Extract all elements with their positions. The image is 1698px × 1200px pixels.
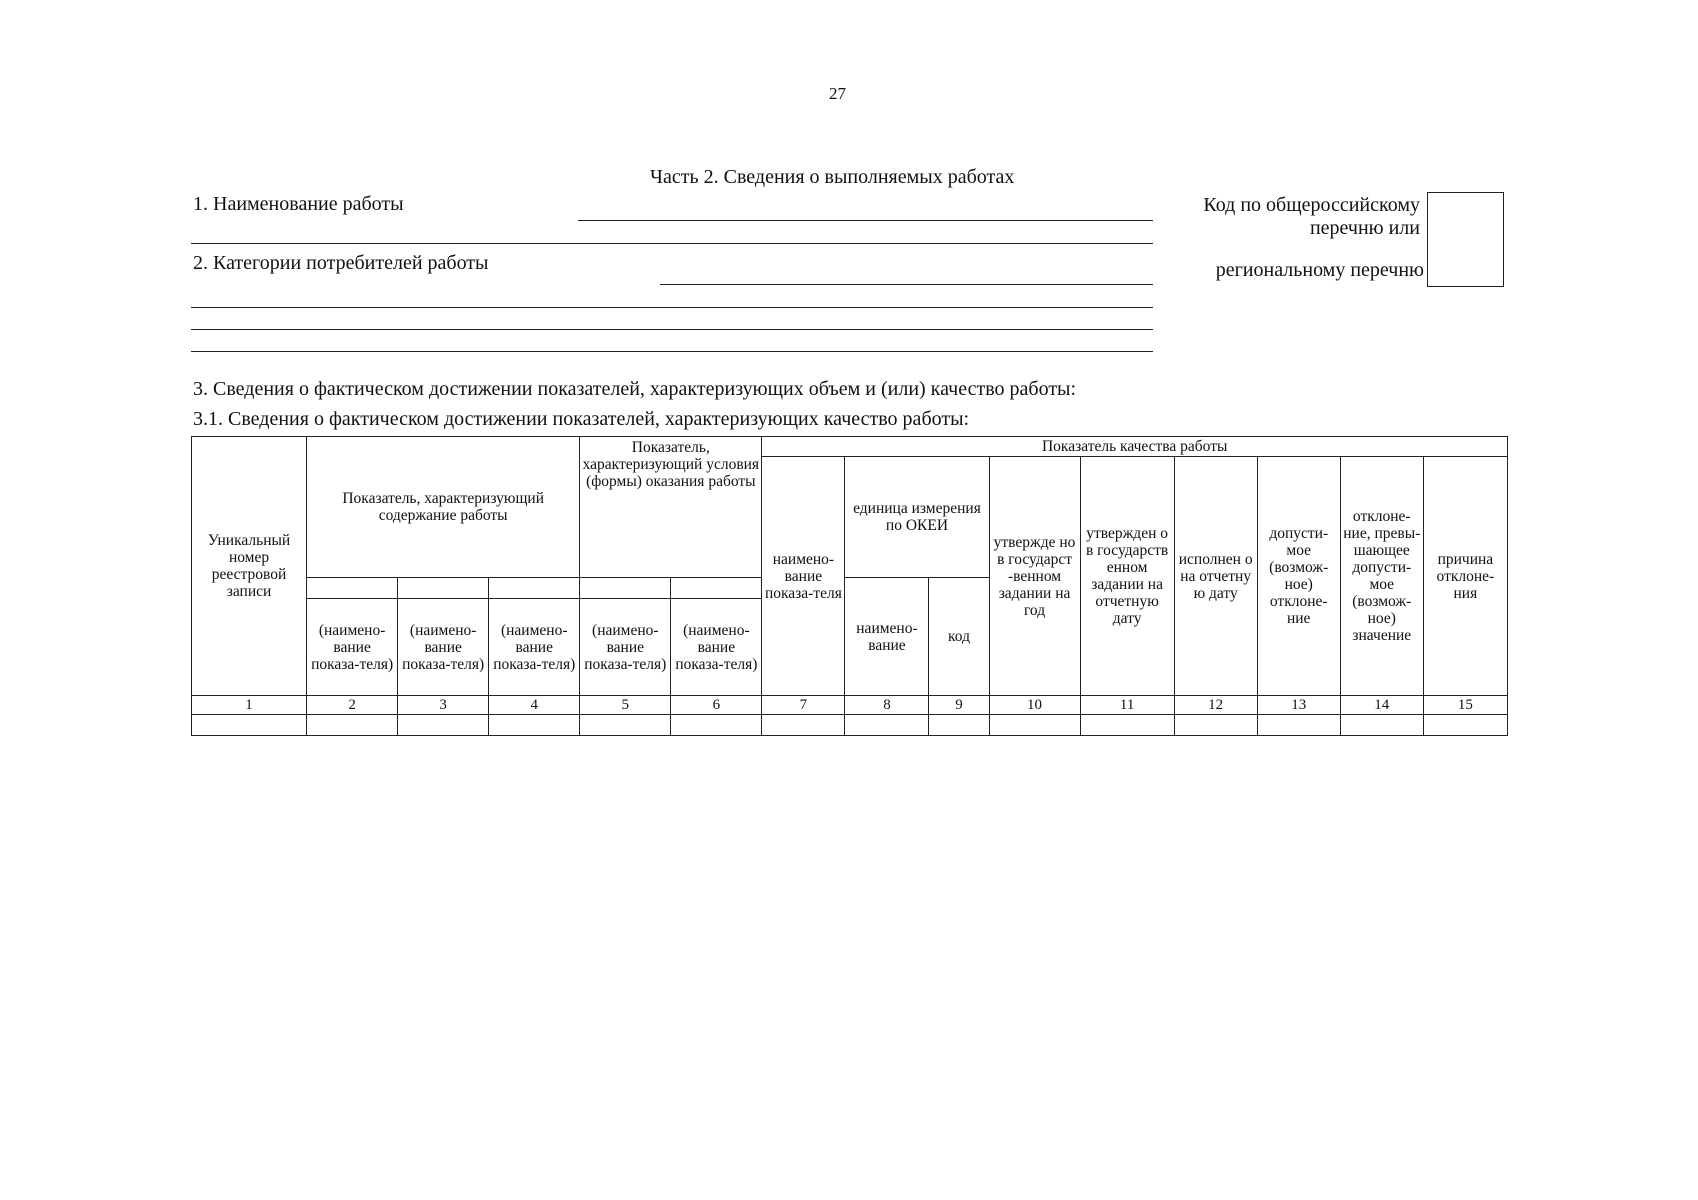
column-number: 9 (929, 696, 989, 715)
section-3-1-title: 3.1. Сведения о фактическом достижении показателей, характеризующих качество работы: (193, 408, 970, 430)
header-unit-okei: единица измерения по ОКЕИ (845, 457, 989, 578)
column-number: 3 (398, 696, 489, 715)
blank-cell-3 (398, 578, 489, 599)
consumers-input-line-2[interactable] (191, 307, 1153, 308)
header-indicator-name: наимено-вание показа-теля (762, 457, 845, 696)
header-exceeding-deviation: отклоне-ние, превы-шающее допусти-мое (возмож-ное) значение (1340, 457, 1423, 696)
section-3-title: 3. Сведения о фактическом достижении показателей, характеризующих объем и (или) качество работы: (193, 378, 1077, 400)
blank-cell-2 (307, 578, 398, 599)
header-approved-date: утвержден о в государств енном задании на отчетную дату (1080, 457, 1174, 696)
data-cell[interactable] (580, 715, 671, 736)
code-box[interactable] (1427, 192, 1504, 287)
data-cell[interactable] (1340, 715, 1423, 736)
consumers-input-line-4[interactable] (191, 351, 1153, 352)
column-number: 2 (307, 696, 398, 715)
part-title: Часть 2. Сведения о выполняемых работах (650, 166, 1015, 188)
column-number: 15 (1423, 696, 1507, 715)
data-cell[interactable] (671, 715, 762, 736)
column-number: 13 (1257, 696, 1340, 715)
column-number: 12 (1174, 696, 1257, 715)
column-number: 4 (489, 696, 580, 715)
column-number: 7 (762, 696, 845, 715)
blank-cell-4 (489, 578, 580, 599)
column-number: 1 (192, 696, 307, 715)
consumers-label: 2. Категории потребителей работы (193, 252, 489, 274)
column-number: 11 (1080, 696, 1174, 715)
header-unique-number: Уникальный номер реестровой записи (192, 437, 307, 696)
header-sub-indicator: (наимено-вание показа-теля) (489, 599, 580, 696)
column-number: 10 (989, 696, 1080, 715)
code-label-line3: региональному перечню (1215, 259, 1424, 281)
header-deviation-reason: причина отклоне-ния (1423, 457, 1507, 696)
work-name-input-line[interactable] (578, 220, 1153, 221)
data-cell[interactable] (1080, 715, 1174, 736)
quality-indicators-table (191, 436, 1508, 736)
data-cell[interactable] (307, 715, 398, 736)
header-unit-name: наимено-вание (845, 578, 929, 696)
consumers-input-line-3[interactable] (191, 329, 1153, 330)
data-cell[interactable] (489, 715, 580, 736)
header-content-indicator: Показатель, характеризующий содержание работы (307, 437, 580, 578)
header-sub-indicator: (наимено-вание показа-теля) (580, 599, 671, 696)
work-name-input-line-2[interactable] (191, 243, 1153, 244)
data-cell[interactable] (1174, 715, 1257, 736)
header-executed: исполнен о на отчетну ю дату (1174, 457, 1257, 696)
data-cell[interactable] (989, 715, 1080, 736)
data-cell[interactable] (192, 715, 307, 736)
header-sub-indicator: (наимено-вание показа-теля) (307, 599, 398, 696)
code-label-line2: перечню или (1309, 217, 1420, 239)
header-sub-indicator: (наимено-вание показа-теля) (671, 599, 762, 696)
data-cell[interactable] (929, 715, 989, 736)
page-number: 27 (829, 84, 846, 103)
column-number: 8 (845, 696, 929, 715)
blank-cell-6 (671, 578, 762, 599)
work-name-label: 1. Наименование работы (193, 193, 404, 215)
header-condition-indicator: Показатель, характеризующий условия (формы) оказания работы (580, 437, 762, 578)
data-cell[interactable] (845, 715, 929, 736)
header-quality-indicator: Показатель качества работы (762, 437, 1508, 457)
column-number: 14 (1340, 696, 1423, 715)
data-cell[interactable] (398, 715, 489, 736)
data-cell[interactable] (1257, 715, 1340, 736)
header-allowed-deviation: допусти-мое (возмож-ное) отклоне-ние (1257, 457, 1340, 696)
header-approved-year: утвержде но в государст -венном задании на год (989, 457, 1080, 696)
header-sub-indicator: (наимено-вание показа-теля) (398, 599, 489, 696)
data-cell[interactable] (1423, 715, 1507, 736)
blank-cell-5 (580, 578, 671, 599)
code-label-line1: Код по общероссийскому (1203, 194, 1420, 216)
column-number: 5 (580, 696, 671, 715)
column-number: 6 (671, 696, 762, 715)
consumers-input-line[interactable] (660, 284, 1153, 285)
header-unit-code: код (929, 578, 989, 696)
data-cell[interactable] (762, 715, 845, 736)
